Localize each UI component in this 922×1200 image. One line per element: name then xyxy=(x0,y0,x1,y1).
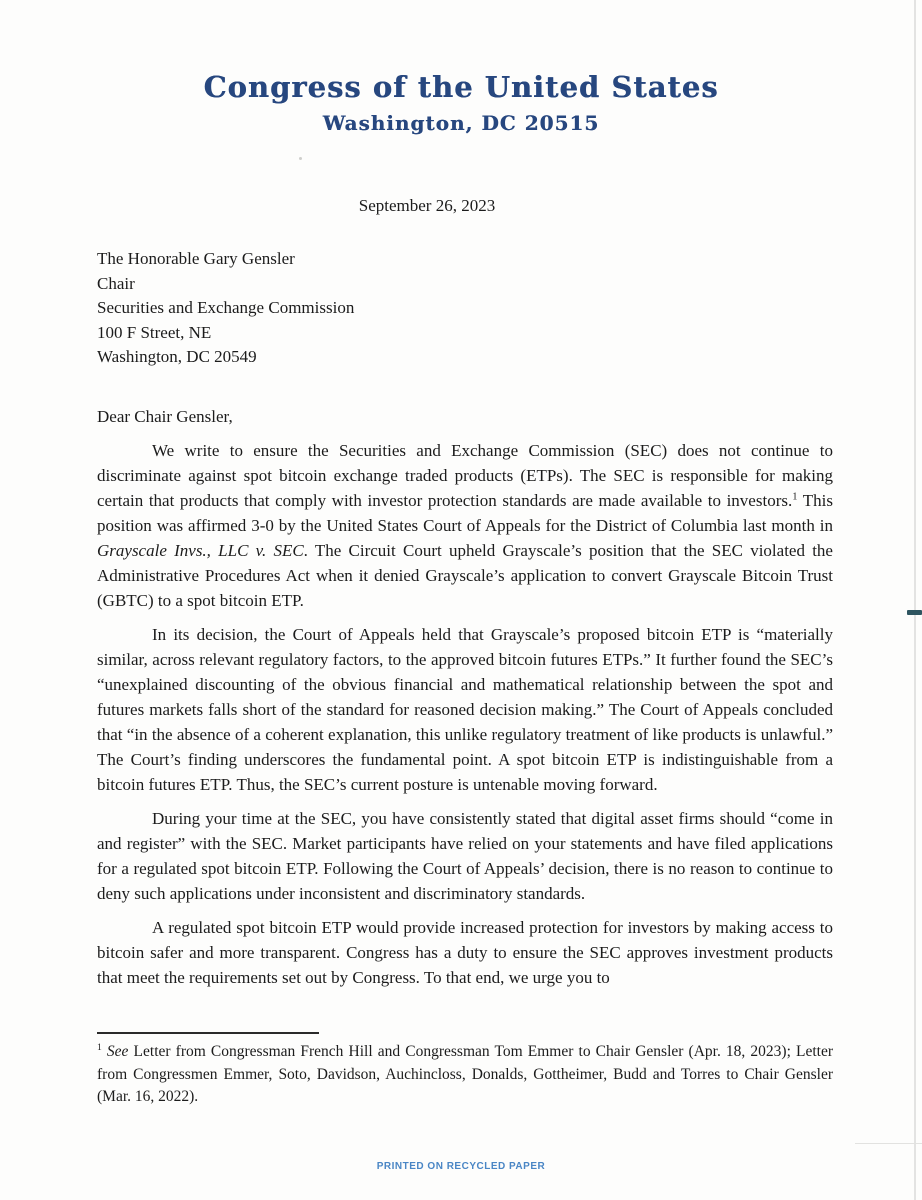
body-paragraph: A regulated spot bitcoin ETP would provide increased protection for investors by making access to bitcoin safer and more transparent. Congress has a duty to ensure the SEC approves investment products that meet the requirements set out by Congress. To that end, we urge you to xyxy=(97,918,833,987)
recipient-line: 100 F Street, NE xyxy=(97,322,212,342)
scan-artifact-horizontal-line xyxy=(855,1143,922,1144)
letterhead xyxy=(0,70,922,135)
footnote-divider xyxy=(97,1032,319,1034)
footnote-text-runs: See Letter from Congressman French Hill and Congressman Tom Emmer to Chair Gensler (Apr. 18, 2023); Letter from Congressmen Emmer, Soto, Davidson, Auchincloss, Donalds, Gottheimer, Budd and Torres to Chair Gensler (Mar. 16, 2022). xyxy=(97,1043,834,1105)
footnote-text xyxy=(97,1041,833,1109)
body-paragraph: During your time at the SEC, you have consistently stated that digital asset firms should “come in and register” with the SEC. Market participants have relied on your statements and have filed applications for a regulated spot bitcoin ETP. Following the Court of Appeals’ decision, there is no reason to continue to deny such applications under inconsistent and discriminatory standards. xyxy=(97,809,833,903)
letterhead-title: Congress of the United States xyxy=(203,70,719,104)
scan-artifact-dot xyxy=(299,157,302,160)
scan-artifact-edge-line xyxy=(914,0,916,1200)
body-paragraph: We write to ensure the Securities and Exchange Commission (SEC) does not continue to discriminate against spot bitcoin exchange traded products (ETPs). The SEC is responsible for making certain that products that comply with investor protection standards are made available to investors.$^1$ This position was affirmed 3-0 by the United States Court of Appeals for the District of Columbia last month in Grayscale Invs., LLC v. SEC. The Circuit Court upheld Grayscale’s position that the SEC violated the Administrative Procedures Act when it denied Grayscale’s application to convert Grayscale Bitcoin Trust (GBTC) to a spot bitcoin ETP. xyxy=(97,441,833,610)
recycled-paper-notice: PRINTED ON RECYCLED PAPER xyxy=(376,1161,546,1172)
body-paragraph: In its decision, the Court of Appeals held that Grayscale’s proposed bitcoin ETP is “materially similar, across relevant regulatory factors, to the approved bitcoin futures ETPs.” It further found the SEC’s “unexplained discounting of the obvious financial and mathematical relationship between the spot and futures markets falls short of the standard for reasoned decision making.” The Court of Appeals concluded that “in the absence of a coherent explanation, this unlike regulatory treatment of like products is unlawful.” The Court’s finding underscores the fundamental point. A spot bitcoin ETP is indistinguishable from a bitcoin futures ETP. Thus, the SEC’s current posture is untenable moving forward. xyxy=(97,625,833,794)
letter-body xyxy=(97,404,833,999)
scan-artifact-dash xyxy=(907,610,922,615)
recipient-line: Securities and Exchange Commission xyxy=(97,298,355,317)
footnote-section xyxy=(97,1032,833,1109)
salutation: Dear Chair Gensler, xyxy=(97,407,233,426)
recipient-line: The Honorable Gary Gensler xyxy=(97,249,295,268)
recipient-line: Chair xyxy=(97,273,135,293)
footnote-marker: 1 xyxy=(97,1041,102,1053)
recipient-block xyxy=(97,247,354,370)
letterhead-address: Washington, DC 20515 xyxy=(322,111,600,135)
recipient-line: Washington, DC 20549 xyxy=(97,347,257,366)
letter-date: September 26, 2023 xyxy=(358,196,496,215)
